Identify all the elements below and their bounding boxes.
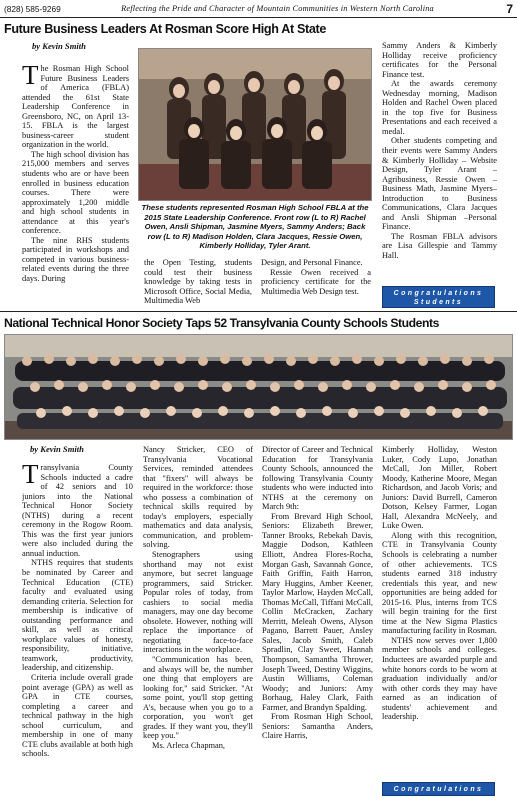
badge-line-congratulations: Congratulations bbox=[393, 290, 484, 297]
article1-col3-p1: Design, and Personal Finance. bbox=[261, 258, 363, 267]
page-number: 7 bbox=[506, 1, 513, 16]
badge-line-students: Students bbox=[413, 299, 464, 306]
article1-col4-p1: Sammy Anders & Kimberly Holliday receive proficiency certificates for the Personal Finance test. bbox=[382, 41, 497, 79]
article2-dropcap: T bbox=[22, 463, 39, 489]
article1-col1-p3: The nine RHS students participated in workshops and competed in various business-related events during the three days. During bbox=[22, 235, 129, 284]
article2-col1-p2: NTHS requires that students be nominated by Career and Technical Education (CTE) faculty and evaluated using demanding criteria. Selection for membership is indicative of outstanding performance and skill, as well as critical workplace values of honesty, responsibility, initiative, teamwork, productivity, leadership, and citizenship. bbox=[22, 558, 133, 673]
article2-headline: National Technical Honor Society Taps 52 Transylvania County Schools Students bbox=[4, 316, 439, 330]
badge-bottom-line: Congratulations bbox=[393, 786, 484, 793]
article2-column-2 bbox=[143, 445, 253, 797]
article-divider bbox=[0, 311, 517, 312]
nths-group-photo bbox=[4, 334, 513, 440]
article2-column-3 bbox=[262, 445, 373, 797]
article2-col3-p2: From Brevard High School, Seniors: Elizabeth Brewer, Tanner Brooks, Rebekah Davis, Maggie Dodson, Kathleen Elliott, Andrea Flores-Rocha, Morgan Gash, Savannah Gonce, Faith Griffin, Faith Harron, Mary Huggins, Amber Keener, Taylor Marlow, Hayden McCall, Thomas McCall, Tiffani McCall, Collin McCracken, Zachary Merritt, Meleah Owens, Alyson Pagano, Barrett Pauer, Ansley Sales, Jacob Smith, Caleb Spradlin, Clay Sweet, Hannah Thompson, Samantha Thrower, Joseph Tweed, Destiny Wiggins, Austin Williams, Coleman Woody; and Juniors: Amy Borhaug, Haley Clark, Faith Farmer, and Brandyn Spalding. bbox=[262, 511, 373, 712]
article1-col2-p1: the Open Testing, students could test their business knowledge by taking tests in Microsoft Office, Social Media, Multimedia Web bbox=[144, 258, 252, 306]
article2-col2-p1: Nancy Stricker, CEO of Transylvania Vocational Services, reminded attendees that "fixers" will always be required in the workforce: those who possess a combination of technical skills required by today's employers, especially mathematics and data analysis, communication, and problem-solving. bbox=[143, 445, 253, 550]
article2-col4-p2: Along with this recognition, CTE in Transylvania County Schools is celebrating a number of other achievements. TCS students earned 318 industry credentials this year, and new opportunities are being added for 2015-16. Plus, interns from TCS will begin training for the first time at the New Sigma Plastics manufacturing facility in Rosman. bbox=[382, 530, 497, 636]
article2-column-4 bbox=[382, 445, 497, 777]
article2-col1-p3: Criteria include overall grade point average (GPA) as well as GPA in CTE courses, completing a career and technical pathway in the high school curriculum, and membership in one of many CTE clubs available at both high schools. bbox=[22, 673, 133, 759]
article1-col4-p2: At the awards ceremony Wednesday morning, Madison Holden and Rachel Owen placed in the top five for Business Presentations and each received a medal. bbox=[382, 79, 497, 136]
article1-col3-p2: Ressie Owen received a proficiency certificate for the Multimedia Web Design test. bbox=[261, 267, 371, 296]
congratulations-badge-bottom bbox=[382, 782, 495, 796]
fbla-photo-caption: These students represented Rosman High School FBLA at the 2015 State Leadership Conference. Front row (L to R) Rachel Owen, Ansli Shipman, Jasmine Myers, Sammy Anders; Back row (L to R) Madison Holden, Clara Jacques, Ressie Owen, Kimberly Holliday, Tyler Arant. bbox=[141, 203, 369, 251]
fbla-group-photo bbox=[138, 48, 372, 201]
article1-col1-p1: he Rosman High School Future Business Leaders of America (FBLA) attended the 61st State Leadership Conference in Greensboro, NC, on April 13-15. FBLA is the largest business-career student organization in the world. bbox=[22, 64, 129, 150]
article2-col3-p1: Director of Career and Technical Education for Transylvania County Schools, announced the following Transylvania County students who were inducted into NTHS at the ceremony on March 9th: bbox=[262, 445, 373, 512]
article2-column-1 bbox=[22, 463, 133, 797]
article2-col2-p3: "Communication has been, and always will be, the number one thing that employers are looking for," said Stricker. "At some point, you'll stop getting A's, because when you go to a corporation, you won't get grades. If they want you, they'll keep you." bbox=[143, 655, 253, 741]
article2-col4-p3: NTHS now serves over 1,800 member schools and colleges. Inductees are awarded purple and white honors cords to be worn at graduation individually and/or with other cords they may have earned as an indication of students' achievement and leadership. bbox=[382, 635, 497, 722]
article1-dropcap: T bbox=[22, 64, 39, 90]
tagline: Reflecting the Pride and Character of Mountain Communities in Western North Carolina bbox=[121, 4, 434, 13]
article1-col1-p2: The high school division has 215,000 members and serves students who are or have been enrolled in business education courses. There were approximately 1,200 middle and high school students in attendance at this year's conference. bbox=[22, 149, 129, 236]
article2-col1-p1: ransylvania County Schools inducted a cadre of 42 seniors and 10 juniors into the National Technical Honor Society (NTHS) during a recent ceremony in the Rogow Room. This was the first year juniors were also included during the annual induction. bbox=[22, 463, 133, 558]
article2-col2-p2: Stenographers using shorthand may not exist anymore, but secret language programmers, said Stricker. Popular roles of today, from cashiers to social media managers, may one day become obsolete. However, nothing will replace the importance of negotiating face-to-face interactions in the workplace. bbox=[143, 550, 253, 655]
article1-col4-p4: The Rosman FBLA advisors are Lisa Gillespie and Tammy Hall. bbox=[382, 231, 497, 261]
phone-number: (828) 585-9269 bbox=[4, 3, 61, 14]
article1-column-3 bbox=[261, 258, 371, 308]
nths-photo-illustration bbox=[5, 335, 513, 440]
article2-col3-p3: From Rosman High School, Seniors: Samantha Anders, Claire Harris, bbox=[262, 712, 373, 741]
article2-col2-p4: Ms. Arleca Chapman, bbox=[152, 740, 226, 750]
article1-headline: Future Business Leaders At Rosman Score High At State bbox=[4, 22, 327, 36]
article1-byline: by Kevin Smith bbox=[32, 41, 86, 51]
article1-col4-p3: Other students competing and their events were Sammy Anders & Kimberly Holliday – Website Design, Tyler Arant – Agribusiness, Ressie Owen – Business Math, Jasmine Myers– Introduction to Business Communications, Clara Jacques and Ansli Shipman –Personal Finance. bbox=[382, 136, 497, 232]
article2-byline: by Kevin Smith bbox=[30, 444, 84, 454]
article1-column-2 bbox=[144, 258, 252, 308]
article1-column-1 bbox=[22, 64, 129, 306]
article1-column-4 bbox=[382, 41, 497, 281]
congratulations-students-badge bbox=[382, 286, 495, 308]
fbla-photo-illustration bbox=[139, 49, 372, 201]
page-header bbox=[0, 0, 517, 18]
article2-col4-p1: Kimberly Holliday, Weston Luker, Cody Lupo, Jonathan McCall, Jon Miller, Robert Moody, Katherine Moore, Megan Richardson, and Jacob Voris; and Juniors: David Burrell, Cameron Dotson, Kelsey Farmer, Logan Hall, Alexandra McNeely, and Luke Owen. bbox=[382, 445, 497, 531]
